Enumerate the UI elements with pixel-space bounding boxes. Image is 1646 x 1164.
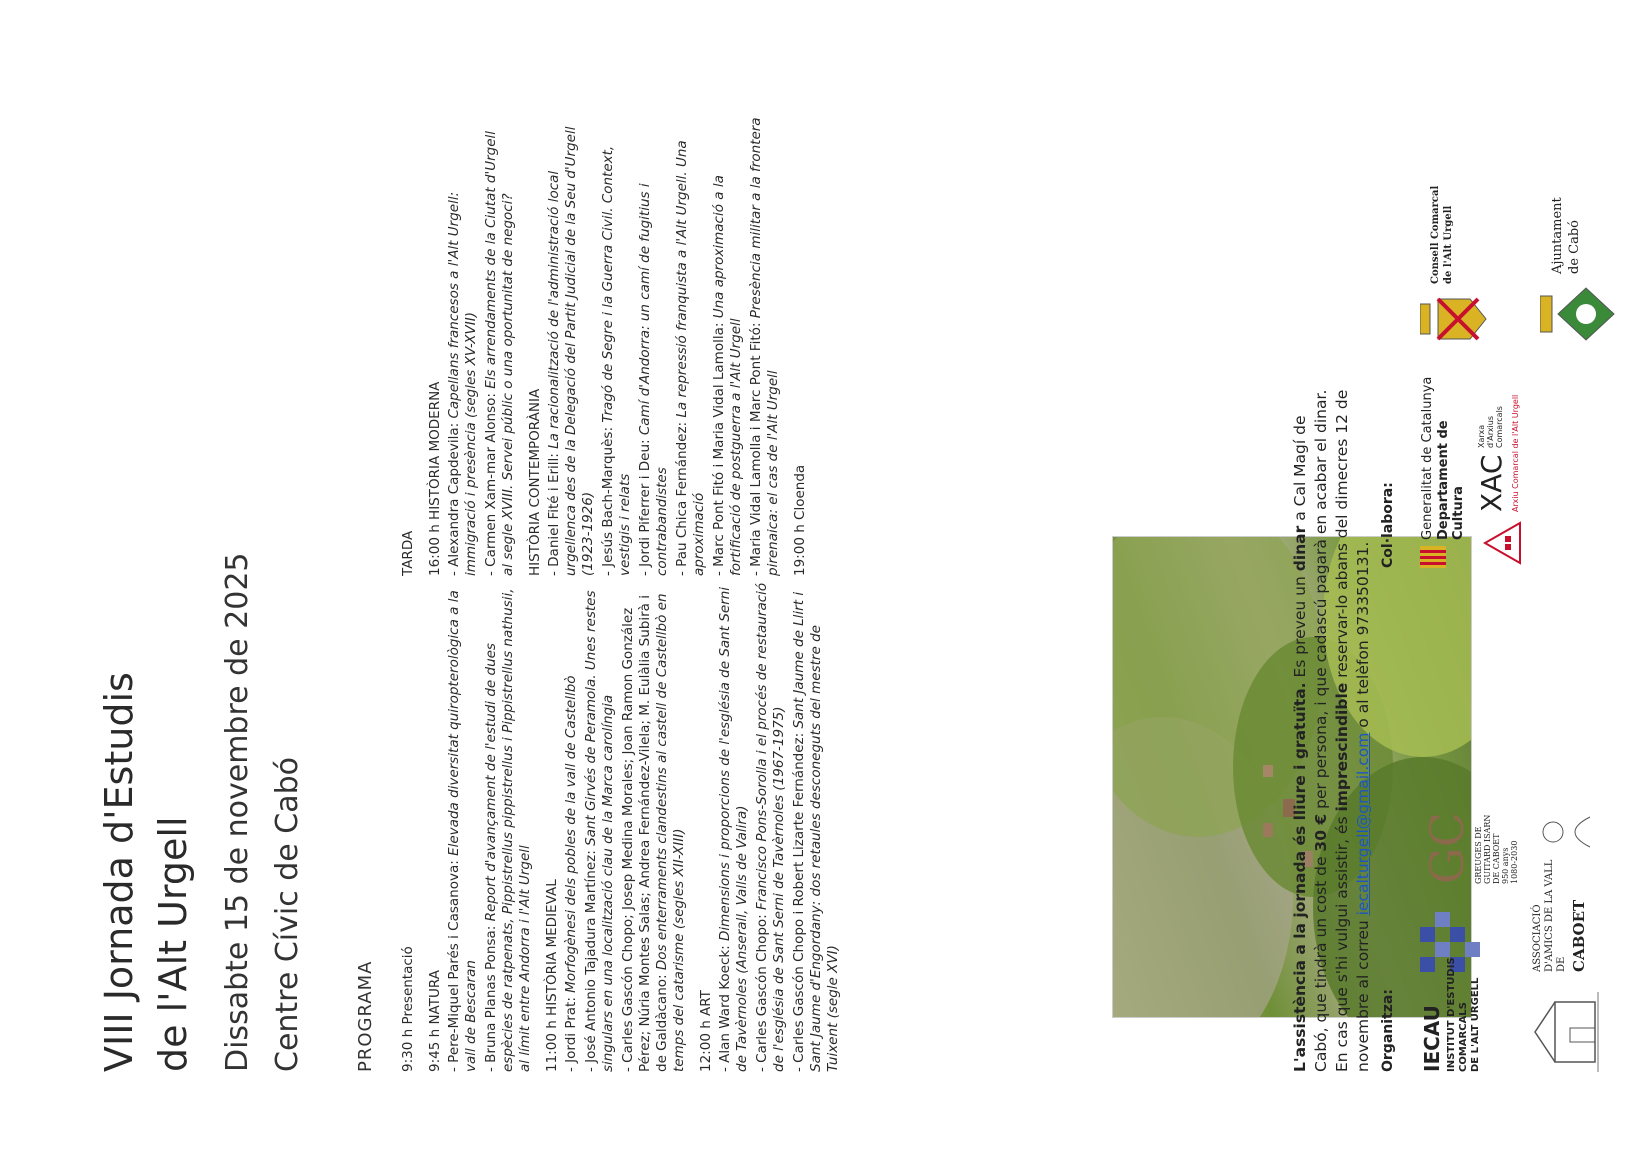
- talk-author: - Maria Vidal Lamolla i Marc Pont Fitó:: [748, 318, 764, 576]
- talk-item: [748, 116, 782, 576]
- book-icon: [1475, 518, 1525, 568]
- cabo-line2: de Cabó: [1567, 220, 1582, 274]
- program-label: PROGRAMA: [355, 960, 376, 1072]
- talk-item: [446, 116, 480, 576]
- talk-author: - Jordi Prat:: [563, 992, 579, 1072]
- talk-title: Els arrendaments de la Ciutat d'Urgell al segle XVIII. Servei públic o una oportunitat de negoci?: [483, 131, 516, 576]
- talk-title: Sant Girvés de Peramola. Unes restes singulars en una localització clau de la Marca carolíngia: [583, 590, 616, 1072]
- consell-shield-icon: [1420, 294, 1490, 344]
- talk-author: - Carmen Xam-mar Alonso:: [483, 388, 499, 576]
- collaborators-label: Col·labora:: [1380, 482, 1396, 568]
- greuges-line1: GREUGES DE: [1474, 826, 1483, 884]
- talk-author: - Alexandra Capdevila:: [446, 418, 462, 576]
- talk-item: [483, 116, 517, 576]
- talk-author: - Marc Pont Fitó i Maria Vidal Lamolla:: [711, 318, 727, 576]
- notice-text: reservar-lo abans del dimecres 12 de novembre al correu: [1333, 389, 1372, 1072]
- notice-text: per persona, i que cadascú pagarà en acabar el dinar. En cas que s'hi vulgui assistir, és: [1312, 389, 1351, 1072]
- talk-item: [674, 116, 708, 576]
- iecau-acronym: IECAU: [1420, 1005, 1444, 1072]
- iecau-line3: DE L'ALT URGELL: [1470, 977, 1481, 1072]
- talk-item: [546, 116, 597, 576]
- talk-author: - Alan Ward Koeck:: [717, 940, 733, 1072]
- talk-title: Francisco Pons-Sorolla i el procés de restauració de l'església de Sant Serni de Tavèrnoles (1967-1975): [754, 582, 787, 1072]
- caboet-line4: CABOET: [1570, 899, 1588, 972]
- cabo-shield-icon: [1540, 284, 1620, 344]
- talk-author: - Carles Gascón Chopo:: [754, 910, 770, 1072]
- notice-cost: 30 €: [1312, 813, 1330, 852]
- talk-author: - Jesús Bach-Marquès:: [600, 422, 616, 576]
- afternoon-program: [400, 116, 811, 576]
- talk-item: [446, 582, 480, 1072]
- talk-title: Presència militar a la frontera pirenaica: el cas de l'Alt Urgell: [748, 117, 781, 576]
- xac-subtitle: Arxiu Comarcal de l'Alt Urgell: [1511, 394, 1520, 512]
- gc-monogram-icon: GC: [1420, 812, 1474, 884]
- event-venue: Centre Cívic de Cabó: [270, 756, 305, 1072]
- notice-imprescindible: imprescindible: [1333, 682, 1351, 812]
- talk-author: - Pau Chica Fernández:: [674, 417, 690, 576]
- session-contemporania-time: HISTÒRIA CONTEMPORÀNIA: [527, 388, 543, 576]
- talk-author: - Bruna Planas Ponsa:: [483, 921, 499, 1072]
- title-line-2: de l'Alt Urgell: [151, 816, 195, 1072]
- caboet-line3: DE: [1556, 956, 1567, 972]
- title-line-1: VIII Jornada d'Estudis: [97, 672, 141, 1072]
- greuges-line3: DE CABOET: [1492, 833, 1501, 884]
- email-link[interactable]: iecalturgell@gmail.com: [1354, 732, 1372, 916]
- talk-item: [600, 116, 634, 576]
- talk-item: [711, 116, 745, 576]
- notice-text: Es preveu un: [1291, 571, 1309, 683]
- talk-title: Una aproximació a la fortificació de postguerra a l'Alt Urgell: [711, 175, 744, 576]
- caboet-logo: [1530, 772, 1630, 1072]
- talk-title: La repressió franquista a l'Alt Urgell. Una aproximació: [674, 140, 707, 576]
- talk-author: - Carles Gascón Chopo i Robert Lizarte Fernández:: [791, 728, 807, 1072]
- generalitat-line2: Departament de Cultura: [1436, 420, 1466, 540]
- afternoon-label: TARDA: [400, 530, 416, 576]
- session-moderna-time: 16:00 h HISTÒRIA MODERNA: [427, 381, 443, 576]
- greuges-line5: 1080-2030: [1510, 840, 1519, 884]
- generalitat-logo: [1420, 368, 1466, 568]
- figure-drawing-icon: [1535, 802, 1595, 862]
- closing-time: 19:00 h Cloenda: [792, 464, 808, 576]
- iecau-line2: COMARCALS: [1458, 1002, 1469, 1072]
- talk-title: Report d'avançament de l'estudi de dues espècies de ratpenats, Pippistrellus pippistrellus i Pippistrellus nathusii, al límit entre Andorra i l'Alt Urgell: [483, 588, 533, 1072]
- caboet-line1: ASSOCIACIÓ: [1532, 904, 1543, 972]
- iecau-line1: INSTITUT D'ESTUDIS: [1446, 957, 1457, 1072]
- xac-line2: d'Arxius: [1486, 415, 1495, 448]
- xac-logo: [1475, 368, 1535, 568]
- talk-author: - José Antonio Tajadura Martínez:: [583, 845, 599, 1072]
- talk-item: [717, 582, 751, 1072]
- talk-item: [637, 116, 671, 576]
- iecau-logo: [1420, 912, 1510, 1072]
- organizers-label: Organitza:: [1380, 989, 1396, 1072]
- talk-item: [620, 582, 688, 1072]
- greuges-line2: GUITARD ISARN: [1483, 814, 1492, 884]
- session-natura-time: 9:45 h NATURA: [427, 970, 443, 1072]
- castle-drawing-icon: [1530, 992, 1600, 1072]
- event-date: Dissabte 15 de novembre de 2025: [220, 552, 255, 1072]
- talk-title: La racionalització de l'administració local urgellenca des de la Delegació del Partit Judicial de la Seu d'Urgell (1923-1926): [546, 126, 596, 576]
- xac-acronym: XAC: [1475, 454, 1508, 512]
- ajuntament-cabo-logo: [1540, 184, 1640, 344]
- notice-dinar: dinar: [1291, 525, 1309, 572]
- talk-item: [563, 582, 580, 1072]
- talk-title: Dos enterraments clandestins al castell de Castellbò en temps del catarisme (segles XII-XIII): [654, 593, 687, 1072]
- talk-item: [754, 582, 788, 1072]
- talk-title: Tragó de Segre i la Guerra Civil. Context, vestigis i relats: [600, 145, 633, 576]
- talk-title: Elevada diversitat quiropterològica a la vall de Bescaran: [446, 590, 479, 1072]
- senyera-shield-icon: [1420, 546, 1446, 568]
- talk-title: Camí d'Andorra: un camí de fugitius i contrabandistes: [637, 183, 670, 576]
- talk-author: - Jordi Piferrer i Deu:: [637, 435, 653, 576]
- talk-item: [483, 582, 534, 1072]
- talk-author: - Daniel Fité i Erill:: [546, 448, 562, 576]
- session-medieval-time: 11:00 h HISTÒRIA MEDIEVAL: [544, 879, 560, 1072]
- talk-title: Sant Jaume de Llirt i Sant Jaume d'Engordany: dos retaules desconeguts del mestre de Tuixent (segle XVI): [791, 591, 841, 1072]
- cabo-line1: Ajuntament: [1550, 197, 1565, 274]
- notice-text: a Cal Magí de Cabó, que tindrà un cost de: [1291, 415, 1330, 1072]
- xac-line1: Xarxa: [1477, 424, 1486, 448]
- talk-author: - Carles Gascón Chopo; Josep Medina Morales; Joan Ramon González Pérez; Núria Montes Salas; Andrea Fernández-Vilela; M. Eulàlia Subirà i de Galdàcano:: [620, 595, 670, 1072]
- attendance-notice: [1290, 372, 1374, 1072]
- xac-line3: Comarcals: [1495, 406, 1504, 448]
- morning-program: [400, 582, 845, 1072]
- session-art-time: 12:00 h ART: [698, 990, 714, 1072]
- talk-author: - Pere-Miquel Parés i Casanova:: [446, 855, 462, 1072]
- talk-title: Capellans francesos a l'Alt Urgell: immigració i presència (segles XV-XVII): [446, 191, 479, 576]
- greuges-line4: 950 anys: [1501, 847, 1510, 884]
- notice-text: o al telèfon 973350131.: [1354, 541, 1372, 733]
- greuges-logo: [1420, 754, 1520, 884]
- consell-comarcal-logo: [1420, 184, 1540, 344]
- consell-line1: Consell Comarcal: [1430, 185, 1441, 284]
- presentation-time: 9:30 h Presentació: [400, 946, 416, 1072]
- talk-title: Dimensions i proporcions de l'església de Sant Serni de Tavèrnoles (Anserall, Valls de Valira): [717, 586, 750, 1072]
- generalitat-line1: Generalitat de Catalunya: [1420, 376, 1435, 540]
- notice-lead: L'assistència a la jornada és lliure i gratuïta.: [1291, 682, 1309, 1072]
- talk-title: Morfogènesi dels pobles de la vall de Castellbò: [563, 675, 579, 993]
- caboet-line2: D'AMICS DE LA VALL: [1544, 859, 1555, 972]
- consell-line2: de l'Alt Urgell: [1443, 205, 1454, 284]
- talk-item: [583, 582, 617, 1072]
- talk-item: [791, 582, 842, 1072]
